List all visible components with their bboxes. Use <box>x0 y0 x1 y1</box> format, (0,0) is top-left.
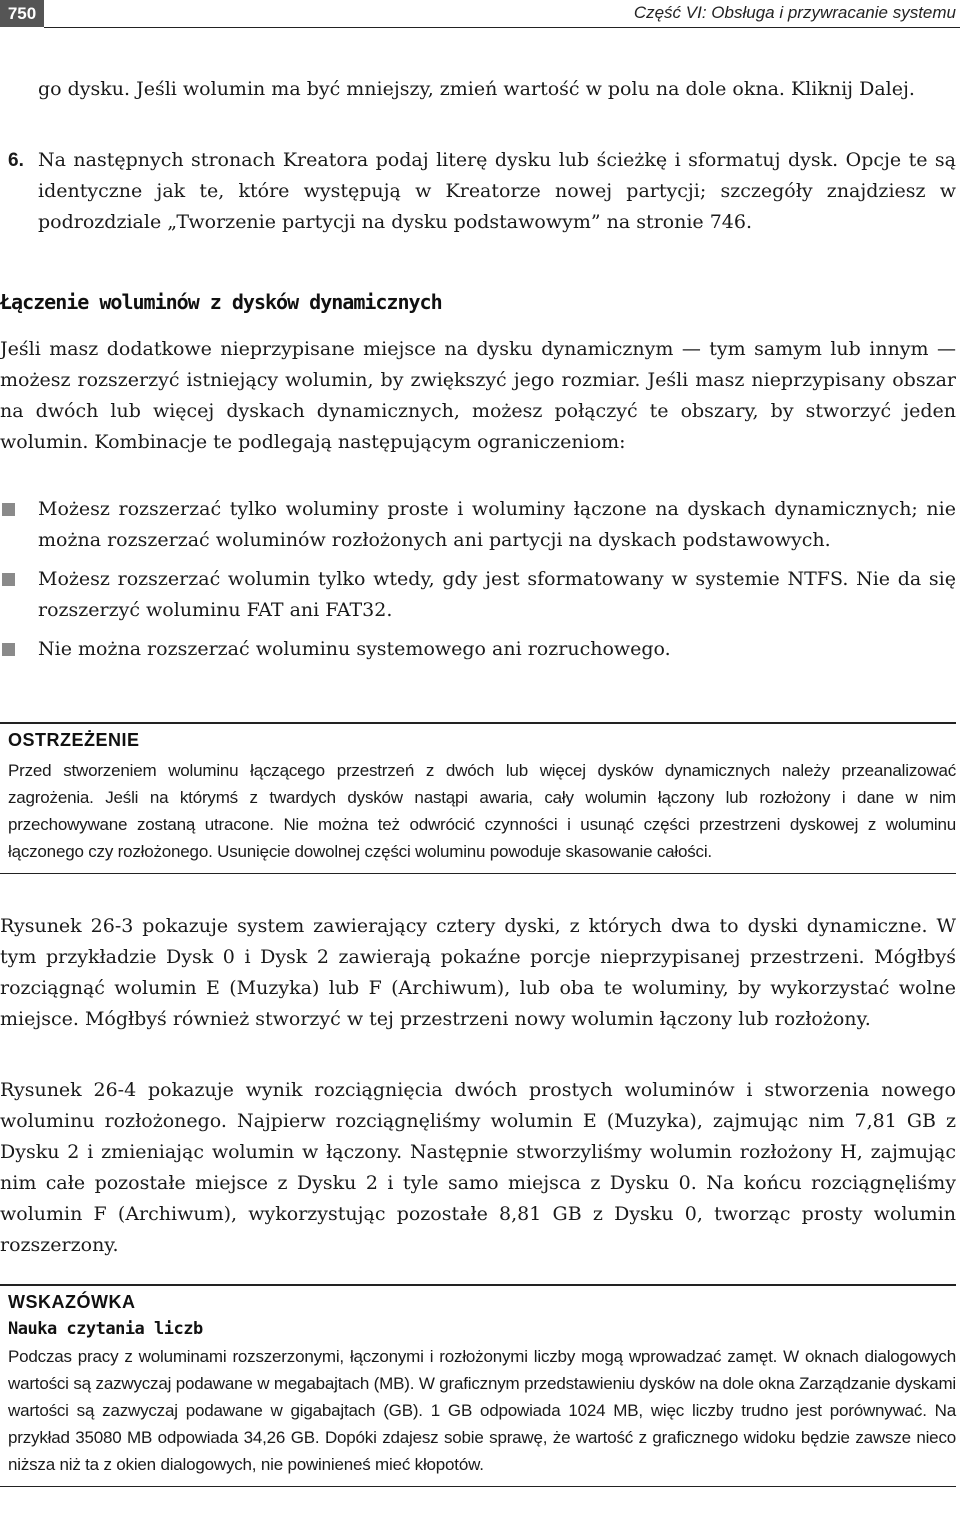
warning-box <box>0 722 956 874</box>
tip-box <box>0 1284 956 1487</box>
tip-subtitle: Nauka czytania liczb <box>8 1319 203 1339</box>
list-item-text: Możesz rozszerzać wolumin tylko wtedy, gdy jest sformatowany w systemie NTFS. Nie da się rozszerzyć woluminu FAT ani FAT32. <box>38 568 956 621</box>
paragraph-figure-26-4 <box>0 1075 956 1261</box>
warning-title: OSTRZEŻENIE <box>8 730 140 750</box>
bullet-square-icon <box>2 573 15 586</box>
section-heading: Łączenie woluminów z dysków dynamicznych <box>0 290 442 314</box>
paragraph-figure-26-4-text: Rysunek 26-4 pokazuje wynik rozciągnięcia dwóch prostych woluminów i stworzenia nowego woluminu rozłożonego. Najpierw rozciągnęliśmy wolumin E (Muzyka), zajmując nim 7,81 GB z Dysku 2 i zmieniając wolumin w łączony. Następnie stworzyliśmy wolumin rozłożony H, zajmując nim całe pozostałe miejsce z Dysku 2 i tyle samo miejsca z Dysku 0. Na końcu rozciągnęliśmy wolumin F (Archiwum), wykorzystując pozostałe 8,81 GB z Dysku 0, tworząc prosty wolumin rozszerzony. <box>0 1079 956 1256</box>
section-intro <box>0 334 956 458</box>
step-6-paragraph <box>8 145 956 238</box>
tip-text: Podczas pracy z woluminami rozszerzonymi, łączonymi i rozłożonymi liczby mogą wprowadzać zamęt. W oknach dialogowych wartości są zazwyczaj podawane w megabajtach (MB). W graficznym przedstawieniu dysków na dole okna Zarządzanie dyskami wartości są zazwyczaj podawane w gigabajtach (GB). 1 GB odpowiada 1024 MB, więc liczby trudno jest porównywać. Na przykład 35080 MB odpowiada 34,26 GB. Dopóki zdajesz sobie sprawę, że wartość z graficznego widoku będzie zawsze nieco niższa niż ta z okien dialogowych, nie powinieneś mieć kłopotów. <box>8 1347 956 1474</box>
step-continuation-text: go dysku. Jeśli wolumin ma być mniejszy, zmień wartość w polu na dole okna. Kliknij Dalej. <box>38 78 915 100</box>
bullet-square-icon <box>2 503 15 516</box>
list-item-text: Możesz rozszerzać tylko woluminy proste i woluminy łączone na dyskach dynamicznych; nie można rozszerzać woluminów rozłożonych ani partycji na dyskach podstawowych. <box>38 498 956 551</box>
step-6-text: Na następnych stronach Kreatora podaj literę dysku lub ścieżkę i sformatuj dysk. Opcje te są identyczne jak te, które występują w Kreatorze nowej partycji; szczegóły znajdziesz w podrozdziale „Tworzenie partycji na dysku podstawowym” na stronie 746. <box>38 149 956 233</box>
page-number: 750 <box>0 0 44 27</box>
header-rule <box>44 27 960 28</box>
list-item-text: Nie można rozszerzać woluminu systemowego ani rozruchowego. <box>38 638 671 660</box>
list-item <box>0 564 956 626</box>
step-number: 6. <box>8 150 24 171</box>
bullet-square-icon <box>2 643 15 656</box>
warning-text: Przed stworzeniem woluminu łączącego przestrzeń z dwóch lub więcej dysków dynamicznych należy przeanalizować zagrożenia. Jeśli na którymś z twardych dysków nastąpi awaria, cały wolumin łączony lub rozłożony i dane w nim przechowywane zostaną utracone. Nie można też odwrócić czynności i usunąć części przestrzeni dyskowej z woluminu łączonego czy rozłożonego. Usunięcie dowolnej części woluminu powoduje skasowanie całości. <box>8 761 956 861</box>
step-continuation <box>38 74 956 105</box>
page-header <box>0 0 960 27</box>
section-intro-text: Jeśli masz dodatkowe nieprzypisane miejsce na dysku dynamicznym — tym samym lub innym — możesz rozszerzyć istniejący wolumin, by zwiększyć jego rozmiar. Jeśli masz nieprzypisany obszar na dwóch lub więcej dyskach dynamicznych, możesz połączyć te obszary, by stworzyć jeden wolumin. Kombinacje te podlegają następującym ograniczeniom: <box>0 338 956 453</box>
running-head: Część VI: Obsługa i przywracanie systemu <box>633 3 956 22</box>
step-6 <box>8 145 956 238</box>
list-item <box>0 494 956 556</box>
paragraph-figure-26-3-text: Rysunek 26-3 pokazuje system zawierający cztery dyski, z których dwa to dyski dynamiczne. W tym przykładzie Dysk 0 i Dysk 2 zawierają pokaźne porcje nieprzypisanej przestrzeni. Mógłbyś rozciągnąć wolumin E (Muzyka) lub F (Archiwum), lub oba te woluminy, by wykorzystać wolne miejsce. Mógłbyś również stworzyć w tej przestrzeni nowy wolumin łączony lub rozłożony. <box>0 915 956 1030</box>
restrictions-list <box>0 494 956 673</box>
list-item <box>0 634 956 665</box>
paragraph-figure-26-3 <box>0 911 956 1035</box>
tip-title: WSKAZÓWKA <box>8 1292 136 1312</box>
